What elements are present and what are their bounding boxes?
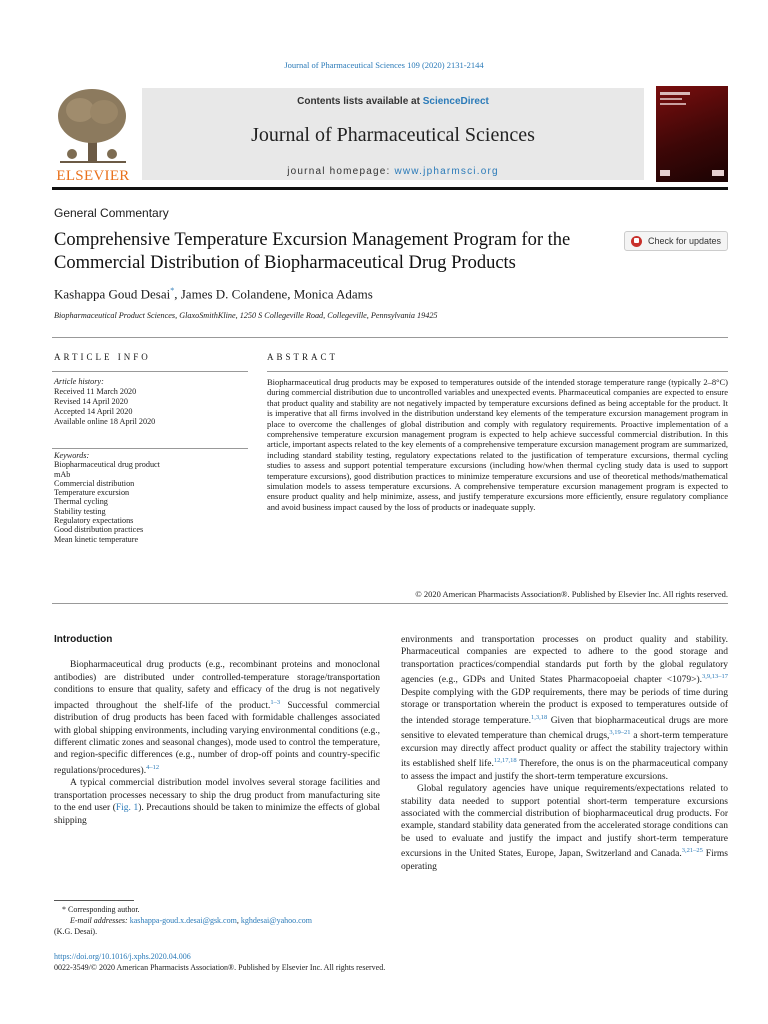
article-history xyxy=(54,377,244,427)
keyword: Good distribution practices xyxy=(54,525,144,535)
article-info-heading: ARTICLE INFO xyxy=(54,352,151,362)
email-link[interactable]: kashappa-goud.x.desai@gsk.com xyxy=(129,916,237,925)
abstract-heading: ABSTRACT xyxy=(267,352,339,362)
keyword: Commercial distribution xyxy=(54,478,135,488)
text: Biopharmaceutical drug products (e.g., recombinant proteins and monoclonal antibodies) are distributed under controlled-temperature storage/transportation conditions to ensure that quality, safety and efficacy of the drug is not negatively impacted throughout the shelf-life of the product. xyxy=(54,660,380,711)
homepage-prefix: journal homepage: xyxy=(287,166,395,177)
check-updates-label: Check for updates xyxy=(648,236,722,246)
author-list xyxy=(54,286,373,302)
text: a short-term temperature excursion may directly affect product quality or affect the stability trajectory within its established shelf life. xyxy=(401,731,728,770)
history-item: Received 11 March 2020 xyxy=(54,387,137,396)
sciencedirect-link[interactable]: ScienceDirect xyxy=(422,96,489,107)
divider xyxy=(52,603,728,604)
journal-banner xyxy=(142,88,644,180)
paragraph xyxy=(54,659,380,777)
paragraph xyxy=(401,634,728,783)
article-title: Comprehensive Temperature Excursion Management Program for the Commercial Distribution of Biopharmaceutical Drug Products xyxy=(54,230,571,273)
reference-link[interactable]: 3,21–25 xyxy=(681,847,703,855)
elsevier-wordmark: ELSEVIER xyxy=(56,168,130,184)
introduction-heading: Introduction xyxy=(54,634,113,645)
journal-name: Journal of Pharmaceutical Sciences xyxy=(251,124,535,146)
abstract-copyright: © 2020 American Pharmacists Association®. Published by Elsevier Inc. All rights reserved. xyxy=(415,589,728,599)
text: Successful commercial distribution of drug products has been faced with formidable challenges associated with global shipping environments, including varying environmental conditions (e.g., different climatic zones and seasonal changes), mode used to control the temperature, and region-specific differences (e.g., number of drop-off points and country-specific regulations/procedures). xyxy=(54,700,381,776)
homepage-line xyxy=(142,166,644,177)
text: A typical commercial distribution model involves several storage facilities and transportation processes necessary to ship the drug product from manufacturing site to the end user ( xyxy=(54,778,380,814)
text: environments and transportation processes on product quality and stability. Pharmaceutical companies are expected to adhere to the good storage and transportation practices/compendial standards put forth by the global regulatory agencies (e.g., GDPs and United States Pharmacopoeial chapter <1079>). xyxy=(401,635,728,686)
homepage-link[interactable]: www.jpharmsci.org xyxy=(394,166,499,177)
reference-link[interactable]: 1–3 xyxy=(270,698,281,706)
paragraph xyxy=(401,783,728,873)
masthead xyxy=(52,86,728,186)
divider xyxy=(52,337,728,338)
contents-line xyxy=(142,96,644,107)
history-item: Revised 14 April 2020 xyxy=(54,397,128,406)
keyword: Biopharmaceutical drug product xyxy=(54,460,160,470)
history-item: Accepted 14 April 2020 xyxy=(54,407,133,416)
contents-prefix: Contents lists available at xyxy=(297,96,423,107)
reference-link[interactable]: 3,19–21 xyxy=(609,729,631,737)
keyword: Stability testing xyxy=(54,506,106,516)
divider xyxy=(52,448,248,449)
email-line xyxy=(54,915,380,926)
corresponding-author-mark[interactable]: * xyxy=(170,286,175,295)
figure-link[interactable]: Fig. 1 xyxy=(115,803,139,814)
email-separator: , xyxy=(236,916,241,925)
check-updates-icon xyxy=(631,236,642,247)
body-right-column xyxy=(401,634,728,873)
email-label: E-mail addresses: xyxy=(70,916,130,925)
reference-link[interactable]: 3,9,13–17 xyxy=(702,673,728,681)
body-left-column xyxy=(54,634,380,827)
keyword: Regulatory expectations xyxy=(54,516,134,526)
history-label: Article history: xyxy=(54,377,104,386)
section-label: General Commentary xyxy=(54,206,169,220)
divider xyxy=(267,371,728,372)
issn-copyright: 0022-3549/© 2020 American Pharmacists Association®. Published by Elsevier Inc. All rights reserved. xyxy=(54,963,386,972)
doi-link[interactable]: https://doi.org/10.1016/j.xphs.2020.04.006 xyxy=(54,952,191,961)
affiliation: Biopharmaceutical Product Sciences, GlaxoSmithKline, 1250 S Collegeville Road, Collegeville, Pennsylvania 19425 xyxy=(54,311,438,320)
keyword: Mean kinetic temperature xyxy=(54,534,139,544)
email-owner: (K.G. Desai). xyxy=(54,927,98,936)
keywords xyxy=(54,451,244,544)
corresponding-author-note: * Corresponding author. xyxy=(62,905,140,914)
text: Despite complying with the GDP requirements, there may be periods of time during storage or transportation wherein the product is exposed to temperatures outside of the intended storage temperature. xyxy=(401,687,728,726)
author-desai: Kashappa Goud Desai xyxy=(54,286,171,302)
keyword: Thermal cycling xyxy=(54,497,108,507)
divider xyxy=(52,371,248,372)
text: Therefore, the onus is on the pharmaceutical company to assess the impact and justify the short-term temperature excursions. xyxy=(401,759,728,782)
keywords-label: Keywords: xyxy=(54,451,90,460)
footnote xyxy=(54,904,380,937)
keyword: Temperature excursion xyxy=(54,488,130,498)
header-rule xyxy=(52,187,728,190)
check-for-updates-button[interactable] xyxy=(624,231,728,251)
history-item: Available online 18 April 2020 xyxy=(54,417,156,426)
reference-link[interactable]: 4–12 xyxy=(146,763,160,771)
abstract-text: Biopharmaceutical drug products may be exposed to temperatures outside of the intended storage temperature range (typically 2–8°C) during commercial distribution due to uncontrolled variables and unexpected events. Pharmaceutical companies are expected to ensure that product quality and stability are not negatively impacted by temperature excursions defined as being acceptable for the product. It is imperative that all firms involved in the distribution understand key elements of the temperature excursion management program in place to overcome the challenges of global distribution and comply with regulatory requirements. Proactive implementation of a comprehensive temperature excursion management program is expected to help achieve successful commercial distribution. In this article, important aspects related to the key elements of a comprehensive temperature excursion management program are summarized, including standard stability testing, regulatory expectations related to the justification of temperature excursions, thermal cycling studies to assess and support potential temperature excursions (including how/when thermal cycling study data is used to support temperature excursions), good distribution practices to minimize temperature excursions and use of theoretical methods/mathematical simulation models to assess temperature excursions. A comprehensive temperature excursion management program is expected to ensure product quality and help minimize, assess, and justify temperature excursions more efficiently, ensure regulatory compliance and avoid business impact caused by the loss of products or inadequate supply. xyxy=(267,377,728,512)
elsevier-logo[interactable] xyxy=(52,86,134,184)
reference-link[interactable]: 12,17,18 xyxy=(493,757,517,765)
keyword: mAb xyxy=(54,469,71,479)
paragraph xyxy=(54,777,380,827)
text: ). Precautions should be taken to minimize the effects of global shipping xyxy=(54,803,380,826)
footnote-rule xyxy=(54,900,134,901)
journal-cover-image[interactable] xyxy=(656,86,728,182)
journal-citation[interactable]: Journal of Pharmaceutical Sciences 109 (2020) 2131-2144 xyxy=(284,60,484,70)
text: Firms operating xyxy=(401,849,728,872)
reference-link[interactable]: 1,3,18 xyxy=(530,713,548,721)
email-link[interactable]: kghdesai@yahoo.com xyxy=(240,916,312,925)
text: Given that biopharmaceutical drugs are more sensitive to elevated temperature than chemical drugs, xyxy=(401,715,728,742)
other-authors: , James D. Colandene, Monica Adams xyxy=(174,286,373,302)
text: Global regulatory agencies have unique requirements/expectations related to stability data needed to support potential short-term temperature excursions associated with the commercial distribution of biopharmaceutical drug products. For example, standard stability data generated from the accelerated storage conditions can be used to evaluate and justify the impact and justify short-term temperature excursions in the United States, Europe, Japan, Switzerland and Canada. xyxy=(401,784,728,860)
